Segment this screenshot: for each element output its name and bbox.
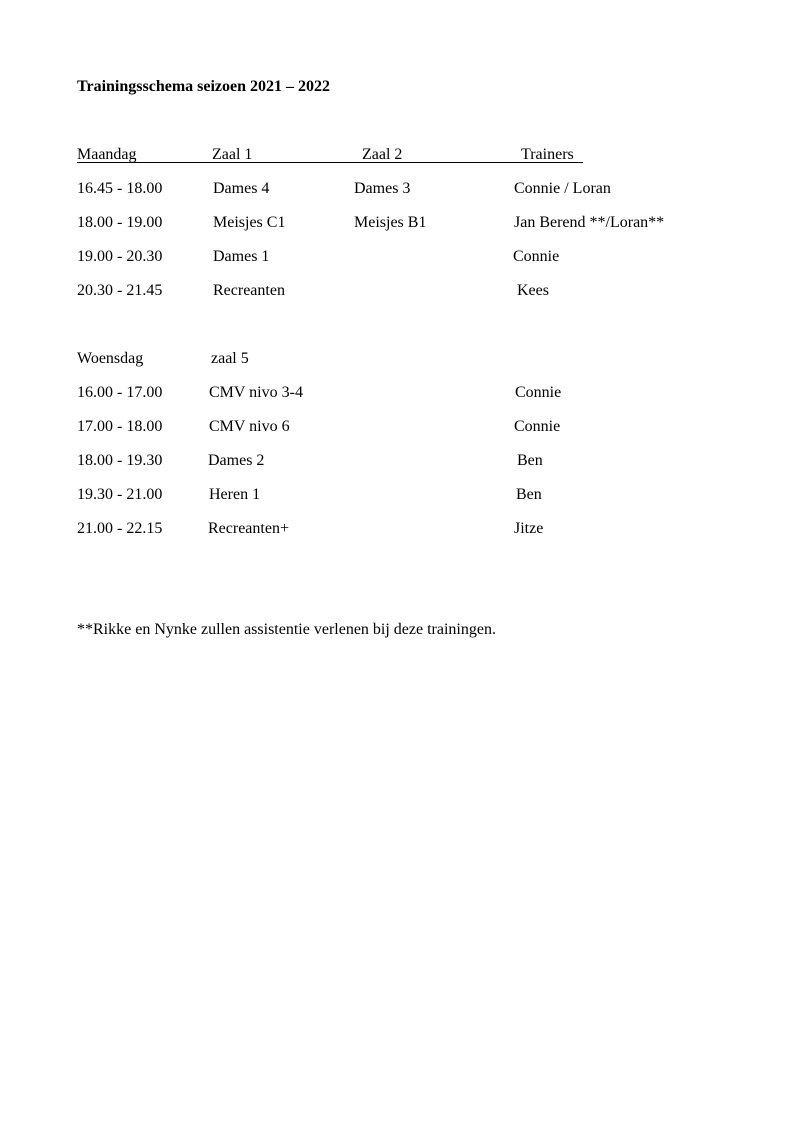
maandag-row-3-trainer: Connie bbox=[513, 248, 560, 265]
woensdag-row-4-trainer: Ben bbox=[516, 486, 542, 503]
woensdag-row-5-trainer: Jitze bbox=[514, 520, 544, 537]
woensdag-row-1-team: CMV nivo 3-4 bbox=[209, 384, 303, 401]
woensdag-row-1-time: 16.00 - 17.00 bbox=[77, 384, 163, 401]
woensdag-row-3-team: Dames 2 bbox=[208, 452, 265, 469]
woensdag-day-label: Woensdag bbox=[77, 350, 144, 367]
maandag-row-2-trainer: Jan Berend **/Loran** bbox=[514, 214, 665, 231]
maandag-row-2-time: 18.00 - 19.00 bbox=[77, 214, 163, 231]
maandag-row-4-zaal1: Recreanten bbox=[213, 282, 285, 299]
maandag-row-1-zaal1: Dames 4 bbox=[213, 180, 270, 197]
maandag-row-3-time: 19.00 - 20.30 bbox=[77, 248, 163, 265]
footnote: **Rikke en Nynke zullen assistentie verlenen bij deze trainingen. bbox=[77, 621, 496, 638]
woensdag-row-1-trainer: Connie bbox=[515, 384, 562, 401]
woensdag-row-2-time: 17.00 - 18.00 bbox=[77, 418, 163, 435]
woensdag-row-4-team: Heren 1 bbox=[209, 486, 261, 503]
maandag-day-label: Maandag bbox=[77, 146, 137, 163]
maandag-zaal1-header: Zaal 1 bbox=[212, 146, 253, 163]
woensdag-row-2-trainer: Connie bbox=[514, 418, 561, 435]
maandag-zaal2-header: Zaal 2 bbox=[362, 146, 403, 163]
maandag-row-1-time: 16.45 - 18.00 bbox=[77, 180, 163, 197]
woensdag-row-5-time: 21.00 - 22.15 bbox=[77, 520, 163, 537]
page-title: Trainingsschema seizoen 2021 – 2022 bbox=[77, 78, 331, 95]
woensdag-zaal-header: zaal 5 bbox=[211, 350, 249, 367]
maandag-row-2-zaal1: Meisjes C1 bbox=[213, 214, 286, 231]
woensdag-row-5-team: Recreanten+ bbox=[208, 520, 289, 537]
maandag-row-1-trainer: Connie / Loran bbox=[514, 180, 611, 197]
woensdag-row-3-trainer: Ben bbox=[517, 452, 543, 469]
maandag-row-4-time: 20.30 - 21.45 bbox=[77, 282, 163, 299]
maandag-row-2-zaal2: Meisjes B1 bbox=[354, 214, 427, 231]
woensdag-row-2-team: CMV nivo 6 bbox=[209, 418, 290, 435]
woensdag-row-3-time: 18.00 - 19.30 bbox=[77, 452, 163, 469]
maandag-header-underline bbox=[77, 162, 583, 163]
maandag-row-1-zaal2: Dames 3 bbox=[354, 180, 411, 197]
maandag-trainers-header: Trainers bbox=[521, 146, 574, 163]
maandag-row-4-trainer: Kees bbox=[517, 282, 549, 299]
maandag-row-3-zaal1: Dames 1 bbox=[213, 248, 270, 265]
woensdag-row-4-time: 19.30 - 21.00 bbox=[77, 486, 163, 503]
